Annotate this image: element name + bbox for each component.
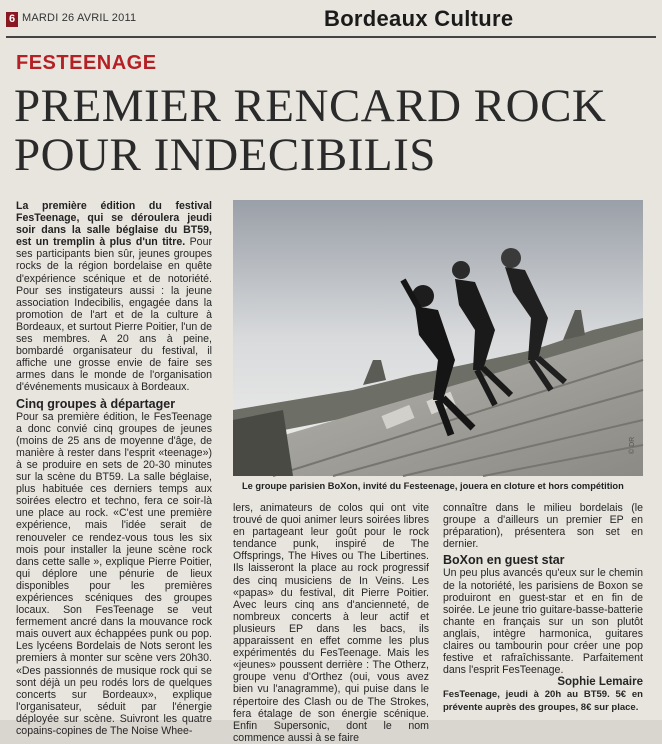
body-paragraph: Pour sa première édition, le FesTeenage a donc convié cinq groupes de jeunes (moins de 25 ans de moyenne d'âge, de manière à rester dans l'esprit «teenage») à se produire en sets de 20-30 minutes sur la scène du BT59. La salle béglaise, plus habituée ces derniers temps aux soirées electro et techno, fera ce soir-là une place au rock. «C'est une première expérience, mais l'idée serait de renouveler ce rendez-vous tous les six mois pour installer la jeune scène rock dans cette salle », explique Pierre Poitier, qui déplore une pénurie de lieux disponibles pour les premières expériences scéniques des groupes locaux. Son FesTeenage se veut fermement ancré dans la mouvance rock mais ouvert aux échappées punk ou pop. Les lycéens Bordelais de Nots seront les premiers à monter sur scène vers 20h30. «Des passionnés de musique rock qui se sont déjà un peu rodés lors de quelques concerts sur Bordeaux», explique l'organisateur, séduit par l'énergie déployée sur scène. Suivront les quatre copains-copines de The Noise Whee- xyxy=(16,410,212,738)
band-photo xyxy=(233,200,643,476)
text-column-2 xyxy=(233,502,429,744)
page-number: 6 xyxy=(6,12,18,27)
article-kicker: FESTEENAGE xyxy=(16,52,157,74)
subheading-guest-star: BoXon en guest star xyxy=(443,553,565,568)
photo-credit: © DR xyxy=(629,436,636,454)
body-paragraph: connaître dans le milieu bordelais (le groupe a d'ailleurs un premier EP en préparation), présentera son set en dernier. xyxy=(443,502,643,551)
article-headline: PREMIER RENCARD ROCK POUR INDECIBILIS xyxy=(14,80,607,181)
article-lead: La première édition du festival FesTeenage, qui se déroulera jeudi soir dans la salle béglaise du BT59, est un tremplin à plus d'un titre. xyxy=(16,200,212,249)
text-column-1 xyxy=(16,200,212,737)
subheading-groups: Cinq groupes à départager xyxy=(16,396,176,411)
photo-caption: Le groupe parisien BoXon, invité du Festeenage, jouera en cloture et hors compétition xyxy=(242,481,624,491)
body-paragraph: lers, animateurs de colos qui ont vite trouvé de quoi animer leurs soirées libres en partageant leur goût pour le rock tendance punk, inspiré de The Offsprings, The Hives ou The Libertines. Ils laisseront la place au rock progressif des cinq musiciens de In Veins. Les «papas» du festival, dit Pierre Poitier. Avec leurs cinq ans d'ancienneté, de nombreux concerts à leur actif et plusieurs EP dans les bacs, ils apparaissent en effet comme les plus expérimentés du FesTeenage. Mais les «jeunes» poussent derrière : The Otherz, groupe venu d'Orthez (oui, vous avez bien vu l'anagramme), qui puise dans le répertoire des Clash ou de The Strokes, fera étalage de son énergie scénique. Enfin Supersonic, dont le nom commence aussi à se faire xyxy=(233,502,429,744)
section-title: Bordeaux Culture xyxy=(324,6,514,31)
author-signature: Sophie Lemaire xyxy=(557,676,643,689)
body-paragraph: Pour ses participants bien sûr, jeunes groupes rocks de la région bordelaise en quête d'expérience scénique et de notoriété. Pour ses instigateurs aussi : la jeune association Indecibilis, engagée dans la promotion de l'art et de la culture à Bordeaux, et surtout Pierre Poitier, l'un de ses membres. A 20 ans à peine, bombardé organisateur du festival, il affiche une grosse envie de faire ses armes dans le monde de l'organisation d'événements musicaux à Bordeaux. xyxy=(16,236,212,394)
band-photo-illustration xyxy=(233,200,643,476)
header-rule xyxy=(6,36,656,38)
body-paragraph: Un peu plus avancés qu'eux sur le chemin de la notoriété, les parisiens de Boxon se produiront en guest-star et en fin de soirée. Le jeune trio guitare-basse-batterie chante en français sur un son plutôt anglais, intègre harmonica, guitares claires ou tambourin pour créer une pop festive et rafraîchissante. Parfaitement dans l'esprit FesTeenage. xyxy=(443,567,643,677)
text-column-3 xyxy=(443,502,643,714)
issue-date: MARDI 26 AVRIL 2011 xyxy=(22,12,137,24)
practical-info: FesTeenage, jeudi à 20h au BT59. 5€ en prévente auprès des groupes, 8€ sur place. xyxy=(443,689,643,713)
foreground-rubble xyxy=(233,410,293,476)
